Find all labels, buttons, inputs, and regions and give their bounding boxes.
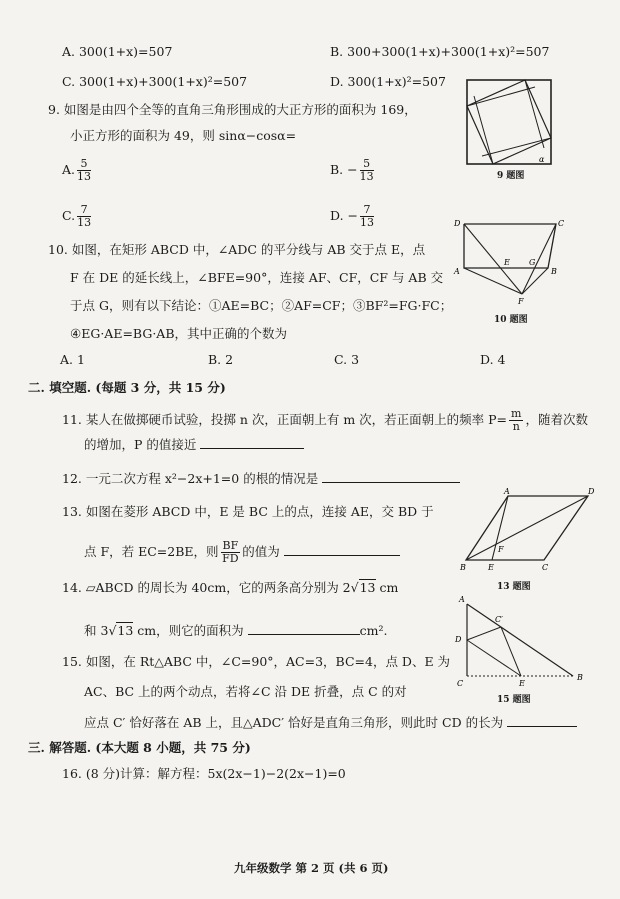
q10-label-g: G	[529, 258, 536, 267]
q10-line-2: F 在 DE 的延长线上，∠BFE=90°，连接 AF、CF，CF 与 AB 交	[70, 270, 444, 285]
q13-answer-blank[interactable]	[284, 543, 400, 556]
q10-label-b: B	[551, 267, 557, 276]
q13-line-2-tail: 的值为	[242, 544, 280, 559]
q15-line-2: AC、BC 上的两个动点，若将∠C 沿 DE 折叠，点 C 的对	[84, 684, 407, 699]
q11-fraction-numerator: m	[511, 407, 522, 420]
q14-line-2-text: 和 3	[84, 623, 109, 638]
q10-option-c: C. 3	[334, 352, 360, 367]
q11-line-1	[62, 408, 588, 433]
q9-option-c-denominator: 13	[77, 216, 92, 229]
q9-option-b-label: B. −	[330, 162, 358, 177]
q11-answer-blank[interactable]	[200, 436, 304, 449]
q10-option-d: D. 4	[480, 352, 506, 367]
q11-line-1-text: 11. 某人在做掷硬币试验，投掷 n 次，正面朝上有 m 次，若正面朝上的频率 P=	[62, 412, 508, 427]
q11-line-2	[84, 436, 304, 453]
q9-line-2: 小正方形的面积为 49，则 sinα−cosα=	[70, 128, 297, 143]
q13-label-f: F	[498, 545, 504, 554]
q13-diagonal-bd	[466, 496, 588, 560]
q10-line-3: 于点 G，则有以下结论：①AE=BC；②AF=CF；③BF²=FG·FC；	[70, 298, 453, 313]
q11-line-2-text: 的增加，P 的值接近	[84, 437, 197, 452]
q14-line-2-unit: cm².	[359, 623, 388, 638]
q13-label-b: B	[460, 563, 466, 572]
q15-line-3	[84, 714, 577, 731]
q9-option-b-fraction	[360, 158, 374, 183]
section-2-title: 二. 填空题. (每题 3 分，共 15 分)	[28, 380, 226, 395]
q9-option-b-denominator: 13	[359, 170, 374, 183]
q12-line-1-text: 12. 一元二次方程 x²−2x+1=0 的根的情况是	[62, 471, 319, 486]
q10-segment-df	[464, 224, 522, 294]
q9-option-b-numerator: 5	[360, 158, 374, 171]
q15-hypotenuse-ab	[467, 604, 573, 676]
q9-option-a-label: A.	[62, 162, 76, 177]
q9-option-a-numerator: 5	[77, 158, 91, 171]
q13-label-d: D	[588, 487, 595, 496]
q10-segment-af	[464, 268, 522, 294]
q8-option-c: C. 300(1+x)+300(1+x)²=507	[62, 74, 248, 89]
q10-label-d: D	[454, 219, 461, 228]
q15-caption: 15 题图	[497, 695, 531, 705]
q11-line-1-tail: ，随着次数	[525, 412, 588, 427]
q9-option-c-fraction	[77, 204, 91, 229]
q10-line-4: ④EG·AE=BG·AB，其中正确的个数为	[70, 326, 288, 341]
q8-option-a: A. 300(1+x)=507	[62, 44, 173, 59]
q9-option-c-numerator: 7	[77, 204, 91, 217]
q9-option-a	[62, 158, 93, 183]
q9-tilted-square	[467, 80, 551, 164]
q15-answer-blank[interactable]	[507, 714, 577, 727]
q8-option-d: D. 300(1+x)²=507	[330, 74, 446, 89]
q9-triangle-edge	[467, 87, 535, 106]
q10-label-e: E	[504, 258, 510, 267]
page-footer: 九年级数学 第 2 页 (共 6 页)	[234, 861, 389, 875]
q15-label-e: E	[519, 679, 525, 688]
q10-segment-cf	[522, 224, 556, 294]
q9-option-d-fraction	[360, 204, 374, 229]
q14-line-2	[84, 622, 387, 639]
q9-triangle-edge	[525, 80, 544, 148]
q9-option-c-label: C.	[62, 208, 76, 223]
q13-fraction-numerator: BF	[222, 539, 239, 552]
q15-label-a: A	[459, 595, 465, 604]
q15-figure	[455, 596, 595, 688]
q10-figure	[452, 218, 572, 308]
q15-label-c: C	[457, 679, 464, 688]
q9-option-a-fraction	[77, 158, 91, 183]
q13-label-e: E	[488, 563, 494, 572]
q9-line-1: 9. 如图是由四个全等的直角三角形围成的大正方形的面积为 169，	[48, 102, 417, 117]
q10-segment-bf	[522, 268, 548, 294]
q12-line-1	[62, 470, 460, 487]
q16-line-1: 16. (8 分)计算：解方程：5x(2x−1)−2(2x−1)=0	[62, 766, 346, 781]
q10-rectangle	[464, 224, 556, 268]
q9-option-c	[62, 204, 93, 229]
q15-line-1: 15. 如图，在 Rt△ABC 中，∠C=90°，AC=3，BC=4，点 D、E 为	[62, 654, 451, 669]
q9-option-b	[330, 158, 376, 183]
q9-option-d-label: D. −	[330, 208, 358, 223]
q13-fraction-denominator: FD	[222, 552, 239, 565]
q15-label-d: D	[455, 635, 462, 644]
q15-fold-line-de	[467, 640, 521, 676]
q14-line-1-text: 14. ▱ABCD 的周长为 40cm，它的两条高分别为 2	[62, 580, 351, 595]
q13-line-2	[84, 540, 400, 565]
q9-caption: 9 题图	[497, 171, 525, 181]
q14-line-1	[62, 580, 398, 596]
q14-answer-blank[interactable]	[248, 622, 360, 635]
q14-sqrt-2: √13	[108, 623, 134, 638]
q11-fraction-denominator: n	[512, 420, 520, 433]
q9-outer-square	[467, 80, 551, 164]
q10-caption: 10 题图	[494, 315, 528, 325]
q14-line-2-mid: cm，则它的面积为	[133, 623, 244, 638]
q10-label-c: C	[558, 219, 565, 228]
q13-figure	[458, 488, 598, 576]
q9-option-d-denominator: 13	[360, 216, 374, 229]
q8-option-b: B. 300+300(1+x)+300(1+x)²=507	[330, 44, 550, 59]
q9-alpha-label: α	[539, 155, 545, 164]
q15-label-b: B	[577, 673, 583, 682]
q13-label-c: C	[542, 563, 549, 572]
q13-line-2-text: 点 F，若 EC=2BE，则	[84, 544, 219, 559]
q14-sqrt-1-radicand: 13	[359, 580, 376, 595]
q13-caption: 13 题图	[497, 582, 531, 592]
q14-line-1-unit: cm	[375, 580, 399, 595]
q12-answer-blank[interactable]	[322, 470, 460, 483]
q10-line-1: 10. 如图，在矩形 ABCD 中，∠ADC 的平分线与 AB 交于点 E，点	[48, 242, 426, 257]
q11-fraction	[509, 408, 523, 433]
q13-fraction	[221, 540, 241, 565]
q15-segment-dc1	[467, 627, 501, 640]
q10-label-a: A	[454, 267, 460, 276]
q15-label-c-prime: C′	[495, 615, 503, 624]
q10-option-b: B. 2	[208, 352, 234, 367]
section-3-title: 三. 解答题. (本大题 8 小题，共 75 分)	[28, 740, 251, 755]
q9-option-d-numerator: 7	[360, 204, 374, 217]
q13-label-a: A	[504, 487, 510, 496]
q14-sqrt-2-radicand: 13	[117, 623, 134, 638]
q9-triangle-edge	[474, 96, 493, 164]
q9-option-d	[330, 204, 376, 229]
q14-sqrt-1: √13	[350, 580, 376, 595]
q9-figure	[465, 78, 560, 166]
q15-line-3-text: 应点 C′ 恰好落在 AB 上，且△ADC′ 恰好是直角三角形，则此时 CD 的长为	[84, 715, 504, 730]
q13-line-1: 13. 如图在菱形 ABCD 中，E 是 BC 上的点，连接 AE，交 BD 于	[62, 504, 434, 519]
q10-label-f: F	[518, 297, 524, 306]
q10-option-a: A. 1	[60, 352, 85, 367]
q9-option-a-denominator: 13	[77, 170, 92, 183]
